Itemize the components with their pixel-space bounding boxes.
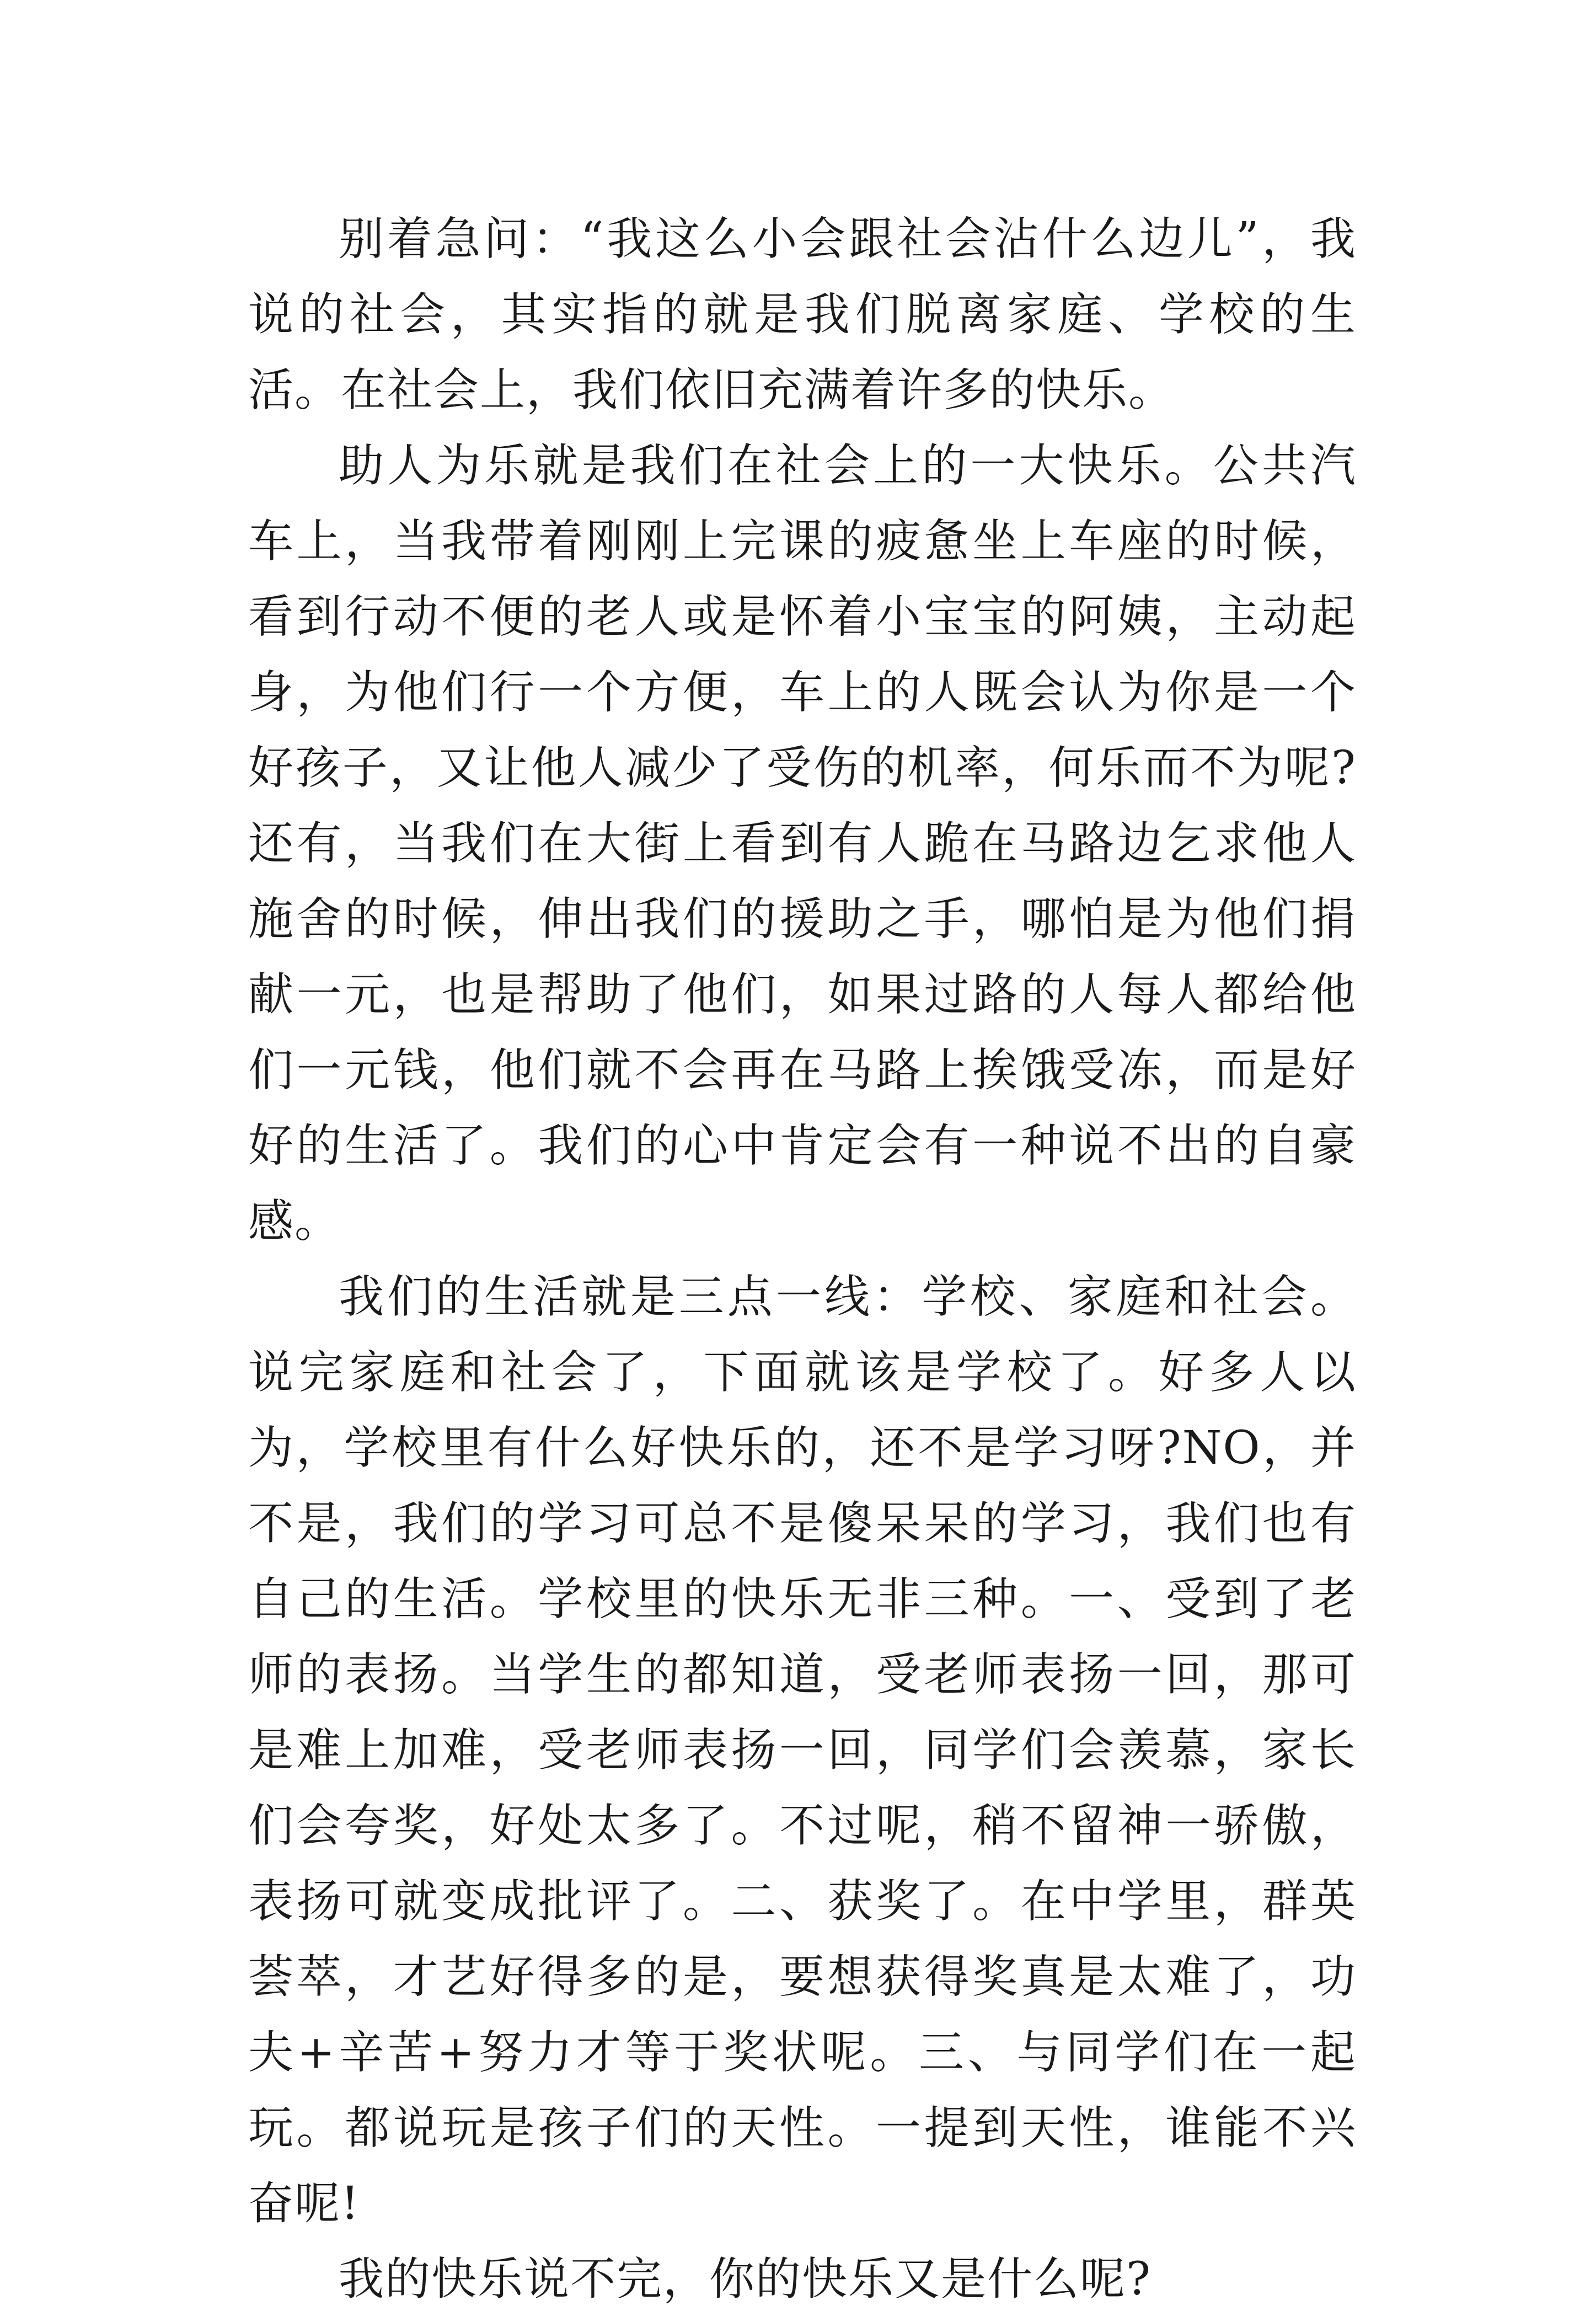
paragraph-society-intro: 别着急问：“我这么小会跟社会沾什么边儿”，我说的社会，其实指的就是我们脱离家庭、学校的生活。在社会上，我们依旧充满着许多的快乐。 bbox=[248, 213, 1357, 416]
paragraph-school-joys: 我们的生活就是三点一线：学校、家庭和社会。说完家庭和社会了，下面就该是学校了。好多人以为，学校里有什么好快乐的，还不是学习呀?NO，并不是，我们的学习可总不是傻呆呆的学习，我们也有自己的生活。学校里的快乐无非三种。一、受到了老师的表扬。当学生的都知道，受老师表扬一回，那可是难上加难，受老师表扬一回，同学们会羡慕，家长们会夸奖，好处太多了。不过呢，稍不留神一骄傲，表扬可就变成批评了。二、获奖了。在中学里，群英荟萃，才艺好得多的是，要想获得奖真是太难了，功夫+辛苦+努力才等于奖状呢。三、与同学们在一起玩。都说玩是孩子们的天性。一提到天性，谁能不兴奋呢! bbox=[248, 1271, 1357, 2230]
paragraph-closing: 我的快乐说不完，你的快乐又是什么呢? bbox=[339, 2253, 1152, 2305]
paragraph-helping-others: 助人为乐就是我们在社会上的一大快乐。公共汽车上，当我带着刚刚上完课的疲惫坐上车座的时候，看到行动不便的老人或是怀着小宝宝的阿姨，主动起身，为他们行一个方便，车上的人既会认为你是一个好孩子，又让他人减少了受伤的机率，何乐而不为呢?还有，当我们在大街上看到有人跪在马路边乞求他人施舍的时候，伸出我们的援助之手，哪怕是为他们捐献一元，也是帮助了他们，如果过路的人每人都给他们一元钱，他们就不会再在马路上挨饿受冻，而是好好的生活了。我们的心中肯定会有一种说不出的自豪感。 bbox=[248, 440, 1357, 1248]
document-body bbox=[248, 201, 1357, 2317]
